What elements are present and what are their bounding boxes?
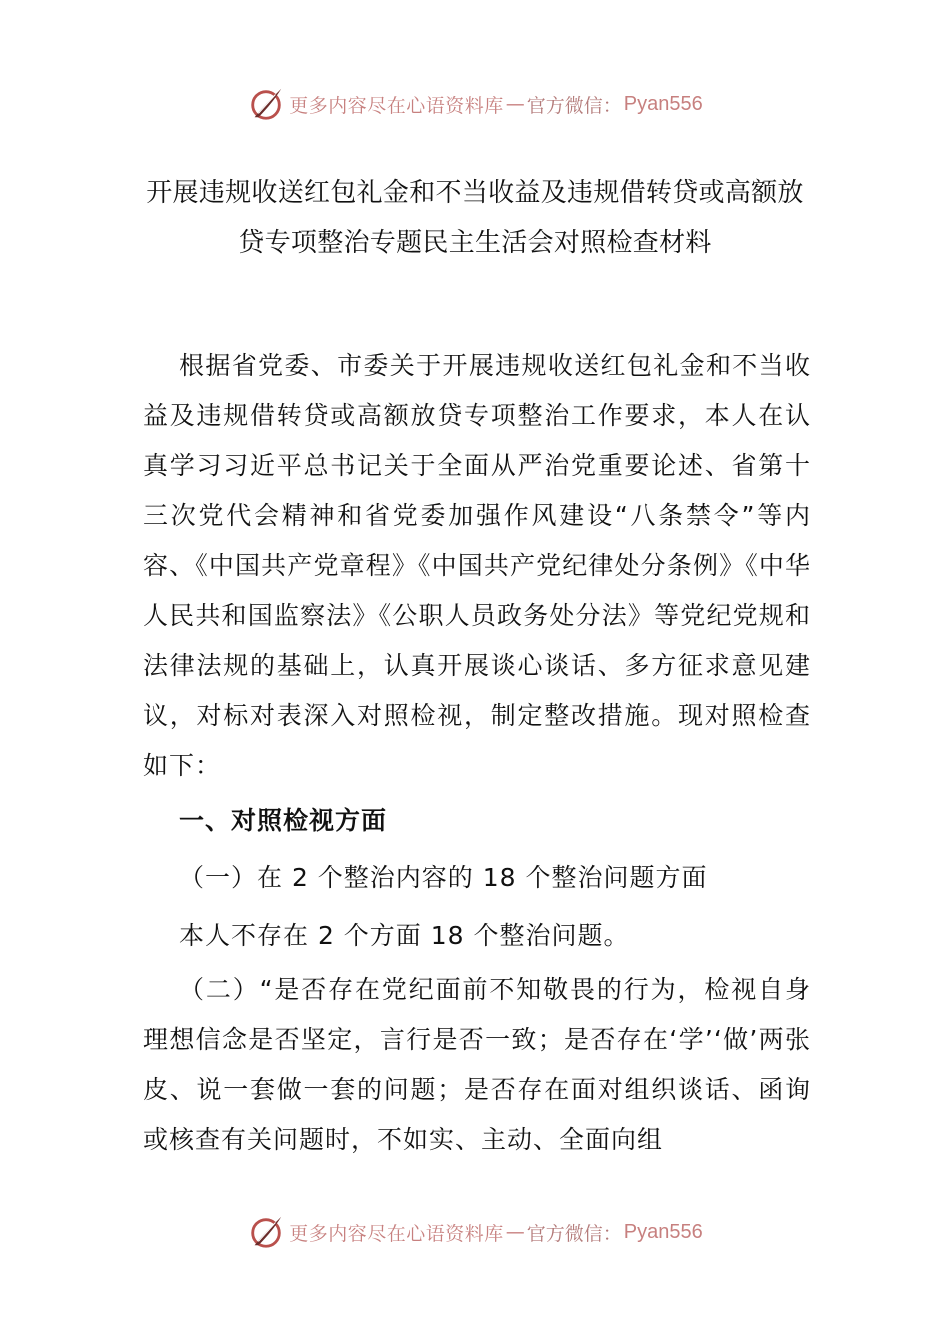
document-title <box>140 168 810 268</box>
intro-paragraph: 根据省党委、市委关于开展违规收送红包礼金和不当收益及违规借转贷或高额放贷专项整治工作要求，本人在认真学习习近平总书记关于全面从严治党重要论述、省第十三次党代会精神和省党委加强作风建设“八条禁令”等内容、《中国共产党章程》《中国共产党纪律处分条例》《中华人民共和国监察法》《公职人员政务处分法》等党纪党规和法律法规的基础上，认真开展谈心谈话、多方征求意见建议，对标对表深入对照检视，制定整改措施。现对照检查如下： <box>143 351 811 780</box>
header-banner <box>0 82 950 126</box>
quill-circle-icon <box>247 1213 285 1251</box>
footer-banner <box>0 1210 950 1254</box>
section-heading-1: 一、对照检视方面 <box>179 806 388 835</box>
subsection-body-1: 本人不存在 2 个方面 18 个整治问题。 <box>179 921 630 950</box>
subsection-heading-1: （一）在 2 个整治内容的 18 个整治问题方面 <box>179 863 708 892</box>
title-line-1: 开展违规收送红包礼金和不当收益及违规借转贷或高额放 <box>146 178 804 208</box>
banner-separator: — <box>505 1221 525 1243</box>
subsection-body-2: （二）“是否存在党纪面前不知敬畏的行为，检视自身理想信念是否坚定，言行是否一致；是否存在‘学’‘做’两张皮、说一套做一套的问题；是否存在面对组织谈话、函询或核查有关问题时，不如实、主动、全面向组 <box>143 975 811 1154</box>
banner-wechat-id: Pyan556 <box>623 1220 703 1243</box>
banner-text: 更多内容尽在心语资料库 <box>289 1222 504 1245</box>
banner-text: 更多内容尽在心语资料库 <box>289 94 504 117</box>
banner-separator: — <box>505 93 525 115</box>
title-line-2: 贷专项整治专题民主生活会对照检查材料 <box>238 228 712 258</box>
banner-wechat-label: 官方微信： <box>526 1222 622 1245</box>
banner-wechat-label: 官方微信： <box>526 94 622 117</box>
banner-wechat-id: Pyan556 <box>623 92 703 115</box>
quill-circle-icon <box>247 85 285 123</box>
document-body <box>143 341 811 1165</box>
